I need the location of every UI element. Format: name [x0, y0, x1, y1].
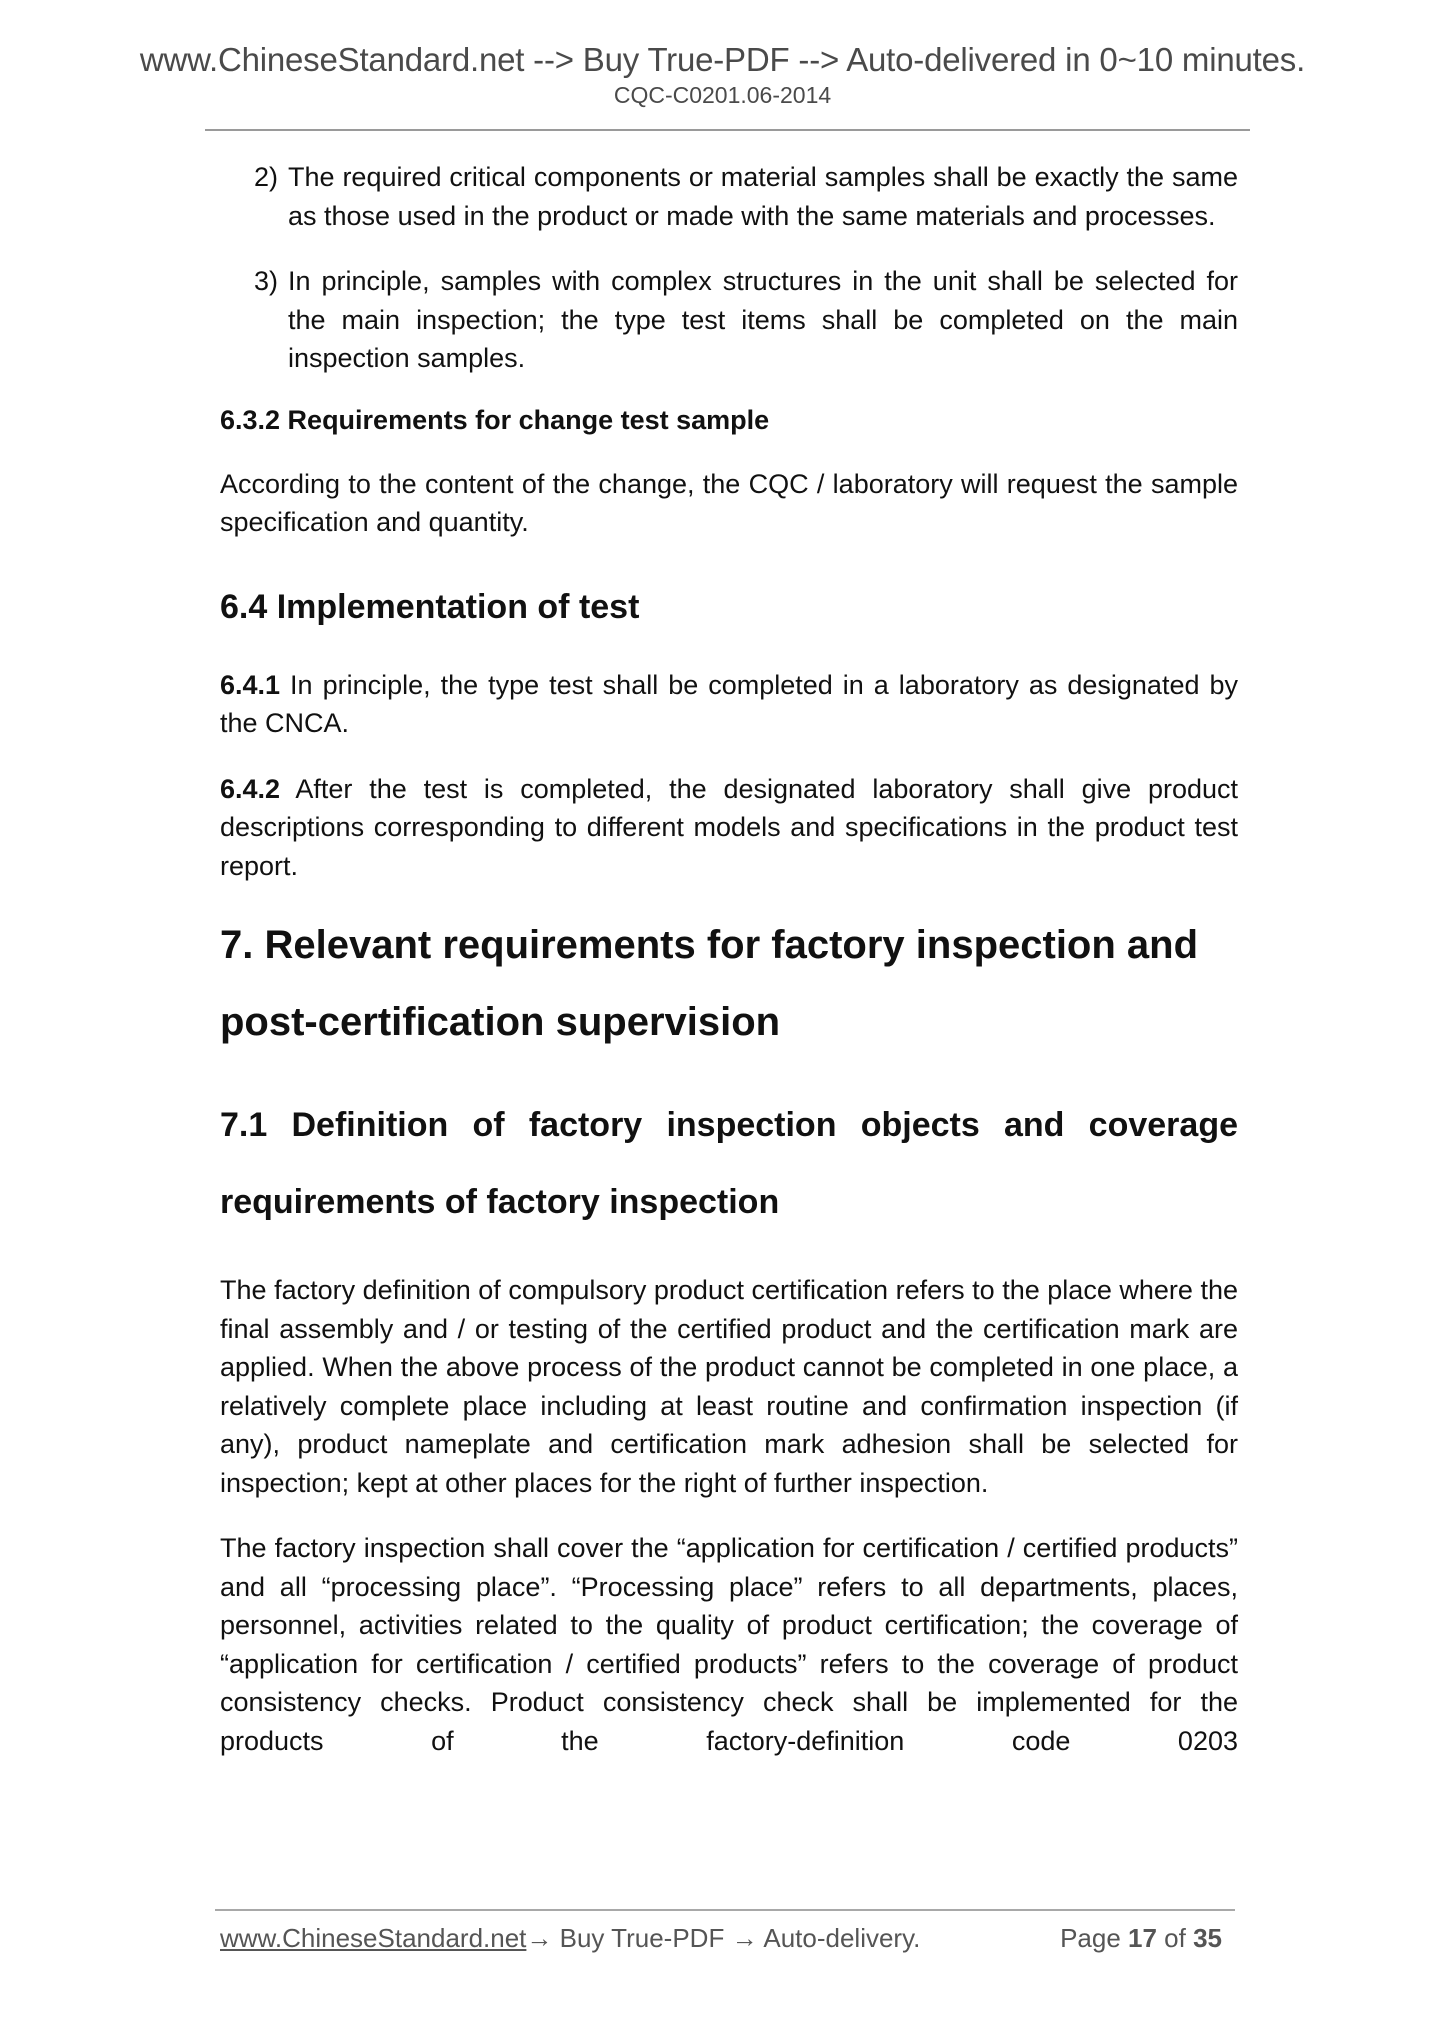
heading-line: 7.1 Definition of factory inspection objects and coverage [220, 1106, 1238, 1144]
footer-step: Buy True-PDF [552, 1923, 732, 1953]
clause-text: In principle, the type test shall be completed in a laboratory as designated by the CNCA. [220, 669, 1238, 738]
header-banner: www.ChineseStandard.net --> Buy True-PDF --> Auto-delivered in 0~10 minutes. [139, 41, 1306, 78]
clause-6-4-1 [220, 666, 1238, 743]
clause-text: After the test is completed, the designated laboratory shall give product descriptions corresponding to different models and specifications in the product test report. [220, 773, 1238, 881]
page-body [220, 158, 1238, 1760]
clause-number: 6.4.2 [220, 773, 281, 804]
section-heading-7-1 [220, 1087, 1238, 1241]
heading-line: requirements of factory inspection [220, 1183, 780, 1221]
list-item-number: 2) [254, 162, 279, 192]
list-item [220, 262, 1238, 378]
clause-6-4-2 [220, 770, 1238, 886]
heading-line: 7. Relevant requirements for factory inspection and [220, 923, 1199, 967]
list-item [220, 158, 1238, 235]
page-indicator [1060, 1920, 1222, 1956]
footer-divider [215, 1909, 1235, 1911]
arrow-icon: → [526, 1923, 553, 1953]
list-item-text: The required critical components or material samples shall be exactly the same as those used in the product or made with the same materials and processes. [288, 162, 1238, 231]
section-paragraph: The factory definition of compulsory product certification refers to the place where the final assembly and / or testing of the certified product and the certification mark are applied. When the above process of the product cannot be completed in one place, a relatively complete place including at least routine and confirmation inspection (if any), product nameplate and certification mark adhesion shall be selected for inspection; kept at other places for the right of further inspection. [220, 1275, 1238, 1498]
clause-number: 6.4.1 [220, 669, 281, 700]
section-heading-7 [220, 907, 1238, 1061]
arrow-icon: → [731, 1923, 758, 1953]
section-heading-6-3-2: 6.3.2 Requirements for change test sample [220, 404, 770, 435]
document-code: CQC-C0201.06-2014 [613, 82, 832, 108]
header-divider [205, 129, 1250, 131]
section-heading-6-4: 6.4 Implementation of test [220, 587, 640, 626]
section-paragraph: The factory inspection shall cover the “application for certification / certified products” and all “processing place”. “Processing place” refers to all departments, places, personnel, activities related to the quality of product certification; the coverage of “application for certification / certified products” refers to the coverage of product consistency checks. Product consistency check shall be implemented for the products of the factory-definition code 0203 [220, 1533, 1238, 1756]
list-item-text: In principle, samples with complex structures in the unit shall be selected for the main inspection; the type test items shall be completed on the main inspection samples. [288, 266, 1238, 373]
footer-promo [220, 1920, 920, 1956]
section-paragraph: According to the content of the change, the CQC / laboratory will request the sample specification and quantity. [220, 468, 1238, 537]
list-item-number: 3) [254, 266, 279, 296]
page-number: 17 [1128, 1923, 1157, 1953]
footer-website-link[interactable]: www.ChineseStandard.net [220, 1923, 527, 1953]
page-total: 35 [1193, 1923, 1222, 1953]
footer [220, 1920, 1230, 1956]
of-label: of [1156, 1923, 1194, 1953]
footer-step: Auto-delivery. [757, 1923, 921, 1953]
page-label: Page [1060, 1923, 1129, 1953]
heading-line: post-certification supervision [220, 1000, 781, 1044]
